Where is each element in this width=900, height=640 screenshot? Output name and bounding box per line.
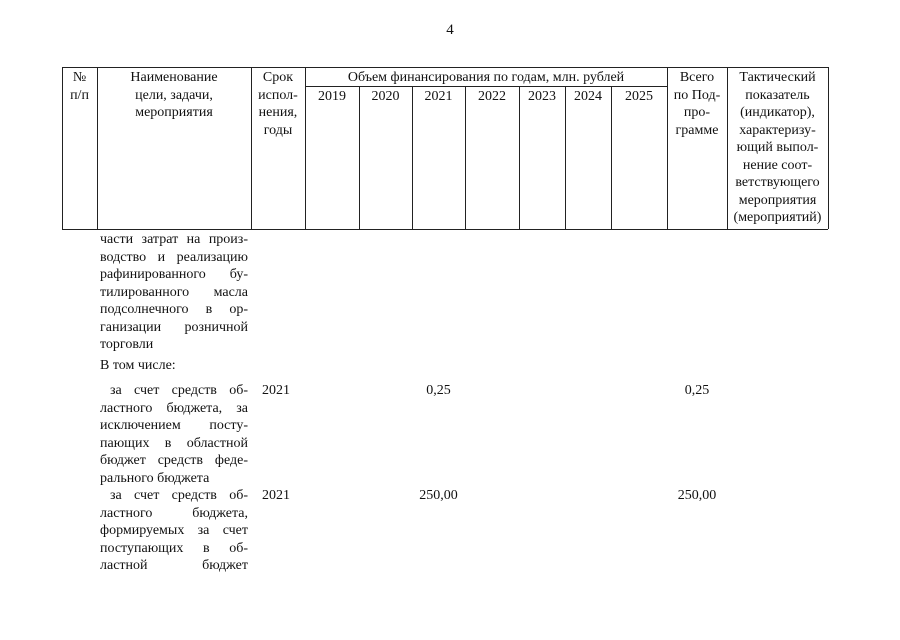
header-line: Всего — [679, 70, 715, 85]
row-name-line: за счет средств об- — [110, 383, 248, 398]
header-line: характеризу- — [739, 122, 816, 138]
row-name-line: бюджет средств феде- — [100, 453, 248, 468]
row-name-line: ганизации розничной — [100, 319, 248, 335]
header-top-border — [62, 67, 828, 68]
header-col-num — [62, 69, 97, 104]
header-year-2019: 2019 — [318, 89, 346, 104]
header-year-2023: 2023 — [528, 89, 556, 104]
row-name-line: ластного бюджета, — [100, 505, 248, 521]
row-name-line: формируемых за счет — [100, 523, 248, 538]
row-name-line: за счет средств об- — [110, 488, 248, 503]
header-line: Тактический — [739, 70, 816, 85]
table-row — [100, 487, 248, 575]
header-line: Срок — [262, 70, 294, 85]
col-border — [565, 86, 566, 229]
row-value-2021: 250,00 — [419, 488, 458, 503]
row-name-line: водство и реализацию — [100, 249, 248, 265]
header-line: про- — [683, 105, 711, 120]
table-row — [100, 231, 248, 354]
row-name-line: части затрат на произ- — [100, 232, 248, 247]
header-line: ющий выпол- — [736, 140, 819, 155]
row-name-line: поступающих в об- — [100, 540, 248, 556]
row-name-line: торговли — [100, 337, 154, 352]
header-col-indicator — [727, 69, 828, 227]
page-number: 4 — [446, 22, 454, 38]
row-name-line: тилированного масла — [100, 284, 248, 300]
table-row — [100, 357, 248, 375]
row-name-line: В том числе: — [100, 358, 176, 373]
col-border — [359, 86, 360, 229]
col-border — [519, 86, 520, 229]
header-line: нения, — [258, 105, 298, 120]
row-term: 2021 — [262, 383, 290, 398]
header-line: показатель — [745, 87, 810, 103]
header-year-2024: 2024 — [574, 89, 602, 104]
header-line: испол- — [258, 87, 298, 103]
row-name-line: ластного бюджета, за — [100, 400, 248, 416]
col-border — [611, 86, 612, 229]
header-line: (индикатор), — [740, 105, 815, 120]
header-col-funding: Объем финансирования по годам, млн. рублей — [347, 70, 625, 85]
row-total: 0,25 — [684, 383, 710, 398]
header-line: Наименование — [130, 70, 218, 85]
row-name-line: подсолнечного в ор- — [100, 302, 248, 317]
col-border — [828, 67, 829, 229]
header-line: цели, задачи, — [135, 87, 213, 103]
header-col-term — [251, 69, 305, 139]
row-value-2021: 0,25 — [426, 383, 451, 398]
header-line: (мероприятий) — [733, 210, 822, 225]
header-line: годы — [263, 122, 293, 138]
header-line: № — [72, 70, 87, 85]
row-name-line: пающих в областной — [100, 435, 248, 451]
header-line: нение соот- — [742, 157, 813, 173]
row-term: 2021 — [262, 488, 290, 503]
table-row — [100, 382, 248, 487]
header-year-2021: 2021 — [424, 89, 453, 104]
row-name-line: рального бюджета — [100, 470, 210, 486]
header-line: грамме — [675, 122, 719, 138]
col-border — [412, 86, 413, 229]
header-col-total — [667, 69, 727, 139]
header-line: ветствующего — [735, 175, 820, 190]
header-line: п/п — [70, 87, 89, 103]
header-col-name — [97, 69, 251, 122]
header-bottom-border — [62, 229, 828, 230]
header-line: по Под- — [673, 87, 721, 103]
header-year-2025: 2025 — [625, 89, 653, 104]
header-line: мероприятия — [738, 192, 817, 208]
col-border — [465, 86, 466, 229]
header-year-2022: 2022 — [478, 89, 506, 104]
row-total: 250,00 — [677, 488, 717, 503]
row-name-line: исключением посту- — [100, 418, 248, 433]
row-name-line: ластной бюджет — [100, 558, 248, 573]
header-year-2020: 2020 — [371, 89, 400, 104]
row-name-line: рафинированного бу- — [100, 267, 248, 282]
header-line: мероприятия — [135, 105, 213, 120]
